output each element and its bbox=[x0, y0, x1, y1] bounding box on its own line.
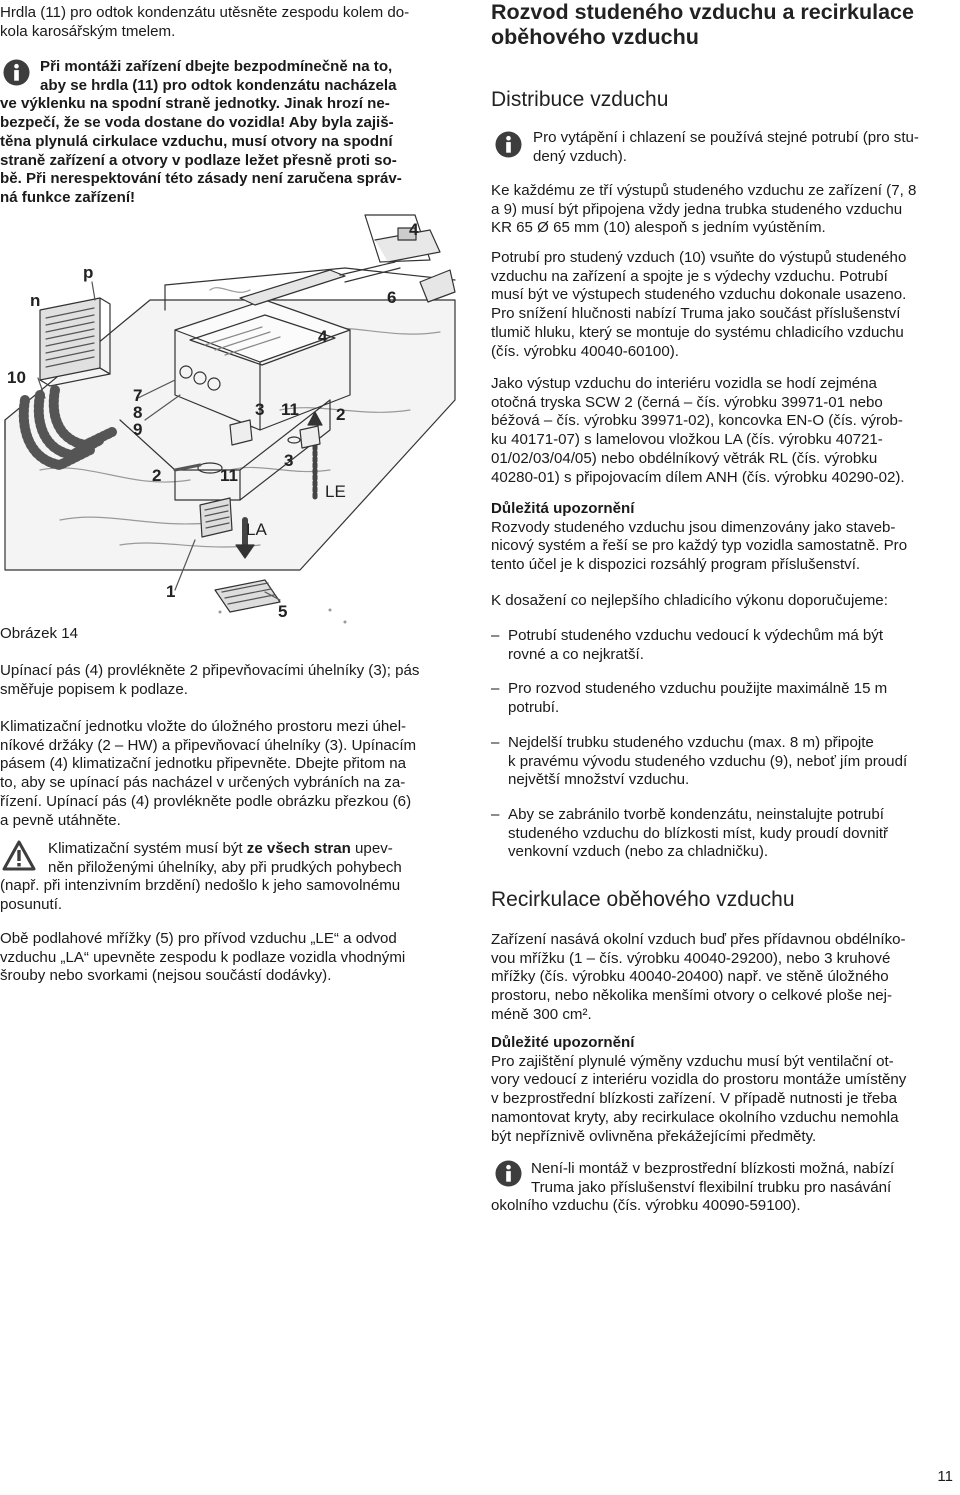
text-line: bezpečí, že se voda dostane do vozidla! Aby byla zajiš- bbox=[0, 114, 394, 132]
text-line: Pro vytápění i chlazení se používá stejné potrubí (pro stu- bbox=[533, 129, 919, 146]
text-line: a pevně utáhněte. bbox=[0, 811, 121, 829]
figure-label-4: 4 bbox=[318, 327, 328, 346]
figure-label-9: 9 bbox=[133, 420, 143, 439]
text-line: potrubí. bbox=[508, 699, 560, 717]
text-line: to, aby se upínací pás nacházel v určených vybráních na za- bbox=[0, 774, 406, 792]
section-title-line: Rozvod studeného vzduchu a recirkulace bbox=[491, 0, 914, 24]
figure-caption: Obrázek 14 bbox=[0, 625, 79, 642]
paragraph-cold-air-pipe bbox=[491, 249, 953, 361]
figure-label-5: 5 bbox=[278, 602, 288, 621]
text-line: aby se hrdla (11) pro odtok kondenzátu nacházela bbox=[40, 76, 397, 94]
text-line: rovné a co nejkratší. bbox=[508, 645, 644, 663]
text-line: tlumič hluku, který se montuje do systému chladicího vzduchu bbox=[491, 323, 904, 341]
warning-note bbox=[0, 840, 462, 915]
text-line: níkové držáky (2 – HW) a připevňovací úhelníky (3). Upínacím bbox=[0, 736, 417, 754]
subsection-title-recirculation: Recirkulace oběhového vzduchu bbox=[491, 888, 795, 911]
text-line: – Potrubí studeného vzduchu vedoucí k výdechům má být bbox=[508, 627, 884, 644]
text-line: – Nejdelší trubku studeného vzduchu (max. 8 m) připojte bbox=[508, 733, 874, 751]
subsection-title-distribution: Distribuce vzduchu bbox=[491, 88, 669, 111]
list-item bbox=[491, 734, 953, 790]
figure-label-10: 10 bbox=[7, 368, 26, 387]
important-note-1 bbox=[491, 500, 953, 575]
text-line: ve výklenku na spodní straně jednotky. Jinak hrozí ne- bbox=[0, 95, 390, 113]
text-line: ná funkce zařízení! bbox=[0, 188, 136, 206]
text-line: dený vzduch). bbox=[533, 147, 627, 165]
text-line: vory vedoucí z interiéru vozidla do prostoru montáže umístěny bbox=[491, 1071, 907, 1089]
text-line: Zařízení nasává okolní vzduch buď přes přídavnou obdélníko- bbox=[491, 931, 906, 948]
recommendation-list bbox=[491, 627, 953, 862]
paragraph-floor-grilles bbox=[0, 930, 462, 986]
info-note-drain bbox=[0, 58, 462, 208]
text-line: šrouby nebo svorkami (nejsou součástí dodávky). bbox=[0, 967, 332, 985]
text-line: posunutí. bbox=[0, 896, 63, 914]
text-line: vou mřížku (1 – čís. výrobku 40040-29200), nebo 3 kruhové bbox=[491, 949, 891, 967]
text-line: (např. při intenzivním brzdění) nedošlo k jeho samovolnému bbox=[0, 877, 401, 895]
text-line: musí být ve výstupech studeného vzduchu dokonale usazeno. bbox=[491, 286, 907, 304]
figure-label-2: 2 bbox=[336, 405, 346, 424]
installation-figure bbox=[0, 210, 462, 625]
text-line: Rozvody studeného vzduchu jsou dimenzovány jako staveb- bbox=[491, 518, 896, 536]
text-line: – Aby se zabránilo tvorbě kondenzátu, neinstalujte potrubí bbox=[508, 805, 884, 823]
figure-label-2: 2 bbox=[152, 466, 162, 485]
section-title-line: oběhového vzduchu bbox=[491, 25, 699, 49]
figure-label-la: LA bbox=[246, 520, 267, 539]
text-line: směřuje popisem k podlaze. bbox=[0, 680, 188, 698]
figure-label-n: n bbox=[30, 291, 41, 310]
text-line: k pravému vývodu studeného vzduchu (9), neboť jím proudí bbox=[508, 752, 908, 770]
text-line: Truma jako příslušenství flexibilní trubku pro nasávání bbox=[531, 1178, 892, 1196]
figure-label-le: LE bbox=[325, 482, 346, 501]
text-line: mřížky (čís. výrobku 40040-20400) např. ve stěně úložného bbox=[491, 968, 889, 986]
text-line: něn přiloženými úhelníky, aby při prudkých pohybech bbox=[48, 858, 402, 876]
info-note-piping bbox=[533, 129, 953, 166]
text-line: Pro zajištění plynulé výměny vzduchu musí být ventilační ot- bbox=[491, 1052, 894, 1070]
paragraph-mounting bbox=[0, 718, 462, 830]
text-line: – Pro rozvod studeného vzduchu použijte maximálně 15 m bbox=[508, 680, 888, 698]
figure-label-4: 4 bbox=[409, 220, 419, 239]
text-line: Upínací pás (4) provlékněte 2 připevňovacími úhelníky (3); pás bbox=[0, 662, 420, 679]
text-line: Není-li montáž v bezprostřední blízkosti možná, nabízí bbox=[531, 1160, 895, 1177]
text-line: největší množství vzduchu. bbox=[508, 771, 690, 789]
warning-text: Klimatizační systém musí být bbox=[48, 840, 247, 857]
section-title bbox=[491, 0, 953, 50]
text-line: 40280-01) s připojovacím dílem ANH (čís. výrobku 40290-02). bbox=[491, 468, 905, 486]
list-item bbox=[491, 806, 953, 862]
text-line: vzduchu na zařízení a spojte je s výdechy vzduchu. Potrubí bbox=[491, 267, 888, 285]
warning-emphasis: ze všech stran bbox=[246, 840, 351, 857]
text-line: Při montáži zařízení dbejte bezpodmínečně na to, bbox=[40, 58, 393, 75]
paragraph-recirculation bbox=[491, 931, 953, 1025]
text-line: ku 40171-07) s lamelovou vložkou LA (čís. výrobku 40721- bbox=[491, 431, 883, 449]
list-item bbox=[491, 680, 953, 717]
text-line: Pro snížení hlučnosti nabízí Truma jako součást příslušenství bbox=[491, 305, 901, 323]
paragraph-strap bbox=[0, 662, 462, 699]
figure-label-p: p bbox=[83, 263, 94, 282]
text-line: Obě podlahové mřížky (5) pro přívod vzduchu „LE“ a odvod bbox=[0, 930, 397, 947]
figure-label-11: 11 bbox=[281, 400, 299, 419]
text-line: Potrubí pro studený vzduch (10) vsuňte do výstupů studeného bbox=[491, 249, 907, 266]
text-line: být nepříznivě ovlivněna překážejícími předměty. bbox=[491, 1127, 817, 1145]
figure-label-8: 8 bbox=[133, 403, 143, 422]
important-note-2 bbox=[491, 1034, 953, 1146]
text-line: bě. Při nerespektování této zásady není zaručena správ- bbox=[0, 170, 402, 188]
figure-label-1: 1 bbox=[166, 582, 176, 601]
text-line: řízení. Upínací pás (4) provlékněte podle obrázku přezkou (6) bbox=[0, 792, 412, 810]
text-line: tento účel je k dispozici rozsáhlý program příslušenství. bbox=[491, 556, 861, 574]
info-icon bbox=[495, 131, 522, 158]
text-line: Jako výstup vzduchu do interiéru vozidla se hodí zejména bbox=[491, 375, 877, 392]
text-line: v bezprostřední blízkosti zařízení. V případě nutnosti je třeba bbox=[491, 1090, 898, 1108]
text-line: namontovat kryty, aby recirkulace okolního vzduchu nemohla bbox=[491, 1108, 899, 1126]
figure-label-3: 3 bbox=[284, 451, 294, 470]
text-line: 01/02/03/04/05) nebo obdélníkový větrák RL (čís. výrobku bbox=[491, 449, 878, 467]
text-line: těna plynulá cirkulace vzduchu, musí otvory na spodní bbox=[0, 132, 393, 150]
figure-label-3: 3 bbox=[255, 400, 265, 419]
important-heading: Důležitá upozornění bbox=[491, 500, 635, 517]
warning-text: upev- bbox=[350, 840, 393, 857]
intro-paragraph bbox=[0, 4, 462, 41]
text-line: Ke každému ze tří výstupů studeného vzduchu ze zařízení (7, 8 bbox=[491, 182, 917, 199]
text-line: méně 300 cm². bbox=[491, 1005, 592, 1023]
text-line: pásem (4) klimatizační jednotku připevněte. Dbejte přitom na bbox=[0, 755, 407, 773]
page-number: 11 bbox=[937, 1468, 953, 1485]
text-line: prostoru, nebo několika menšími otvory o celkové ploše nej- bbox=[491, 987, 893, 1005]
text-line: Hrdla (11) pro odtok kondenzátu utěsněte zespodu kolem do- bbox=[0, 4, 410, 21]
list-item bbox=[491, 627, 953, 664]
info-note-flexible-pipe bbox=[491, 1160, 953, 1216]
text-line: nicový systém a řeší se pro každý typ vozidla samostatně. Pro bbox=[491, 537, 908, 555]
paragraph-outlets bbox=[491, 182, 953, 238]
figure-label-7: 7 bbox=[133, 386, 143, 405]
text-line: a 9) musí být připojena vždy jedna trubka studeného vzduchu bbox=[491, 200, 903, 218]
text-line: straně zařízení a otvory v podlaze ležet přesně proti so- bbox=[0, 151, 397, 169]
text-line: otočná tryska SCW 2 (černá – čís. výrobku 39971-01 nebo bbox=[491, 393, 883, 411]
text-line: vzduchu „LA“ upevněte zespodu k podlaze vozidla vhodnými bbox=[0, 948, 406, 966]
text-line: okolního vzduchu (čís. výrobku 40090-59100). bbox=[491, 1197, 801, 1215]
text-line: studeného vzduchu do blízkosti míst, kudy proudí dovnitř bbox=[508, 824, 889, 842]
text-line: (čís. výrobku 40040-60100). bbox=[491, 342, 679, 360]
text-line: KR 65 Ø 65 mm (10) alespoň s jedním vyústěním. bbox=[491, 219, 826, 237]
important-heading: Důležité upozornění bbox=[491, 1034, 635, 1051]
text-line: kola karosářským tmelem. bbox=[0, 22, 176, 40]
figure-label-11: 11 bbox=[220, 466, 238, 485]
recommend-intro: K dosažení co nejlepšího chladicího výkonu doporučujeme: bbox=[491, 592, 888, 609]
text-line bbox=[0, 840, 462, 859]
paragraph-air-outlets bbox=[491, 375, 953, 487]
text-line: venkovní vzduch (nebo za chladničku). bbox=[508, 843, 769, 861]
text-line: béžová – čís. výrobku 39971-02), koncovka EN-O (čís. výrob- bbox=[491, 412, 903, 430]
text-line: Klimatizační jednotku vložte do úložného prostoru mezi úhel- bbox=[0, 718, 407, 735]
figure-label-6: 6 bbox=[387, 288, 397, 307]
